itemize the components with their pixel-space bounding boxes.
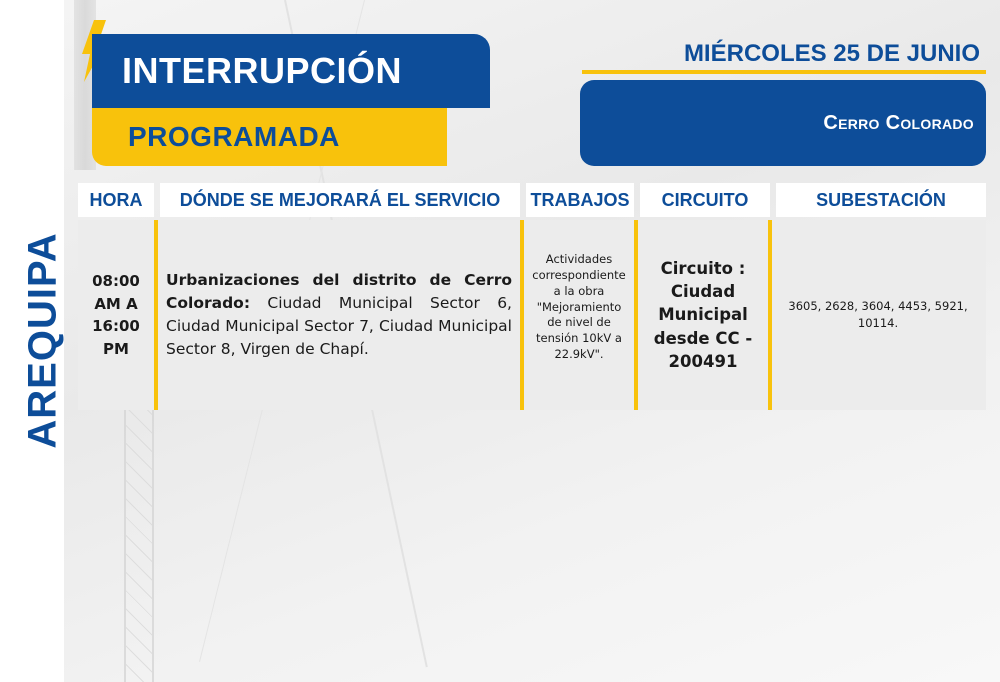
table-row — [78, 220, 986, 410]
cell-circuito: Circuito : Ciudad Municipal desde CC - 200491 — [653, 259, 753, 371]
hora-line: PM — [103, 339, 129, 358]
cell-donde — [158, 220, 520, 410]
region-text: AREQUIPA — [20, 231, 65, 449]
header-trabajos: TRABAJOS — [526, 183, 634, 217]
hora-line: AM A — [94, 294, 138, 313]
subtitle-banner — [92, 108, 447, 166]
district-banner — [580, 80, 986, 166]
header-hora: HORA — [78, 183, 154, 217]
header-circuito: CIRCUITO — [640, 183, 770, 217]
donde-detail: Ciudad Municipal Sector 6, Ciudad Municipal Sector 7, Ciudad Municipal Sector 8, Virgen de Chapí. — [166, 293, 512, 359]
hora-line: 08:00 — [92, 272, 140, 290]
background-tower — [124, 380, 154, 682]
hora-line: 16:00 — [92, 317, 140, 335]
date-underline — [582, 70, 986, 74]
date-label: MIÉRCOLES 25 DE JUNIO — [683, 40, 980, 67]
header-donde: DÓNDE SE MEJORARÁ EL SERVICIO — [160, 183, 520, 217]
cell-trabajos: Actividades correspondiente a la obra "Mejoramiento de nivel de tensión 10kV a 22.9kV". — [532, 252, 626, 362]
district-name: Cerro Colorado — [823, 111, 974, 134]
table-header — [78, 183, 986, 217]
title-line2: PROGRAMADA — [128, 121, 340, 152]
cell-subestacion: 3605, 2628, 3604, 4453, 5921, 10114. — [788, 298, 968, 330]
header-subestacion: SUBESTACIÓN — [776, 183, 986, 217]
cell-hora — [78, 220, 154, 410]
schedule-table — [78, 183, 986, 410]
title-line1: INTERRUPCIÓN — [122, 50, 403, 91]
donde-text — [166, 269, 512, 362]
title-banner — [92, 34, 490, 108]
region-label — [20, 231, 65, 449]
donde-bold: Urbanizaciones del distrito de Cerro Colorado: — [166, 270, 512, 312]
